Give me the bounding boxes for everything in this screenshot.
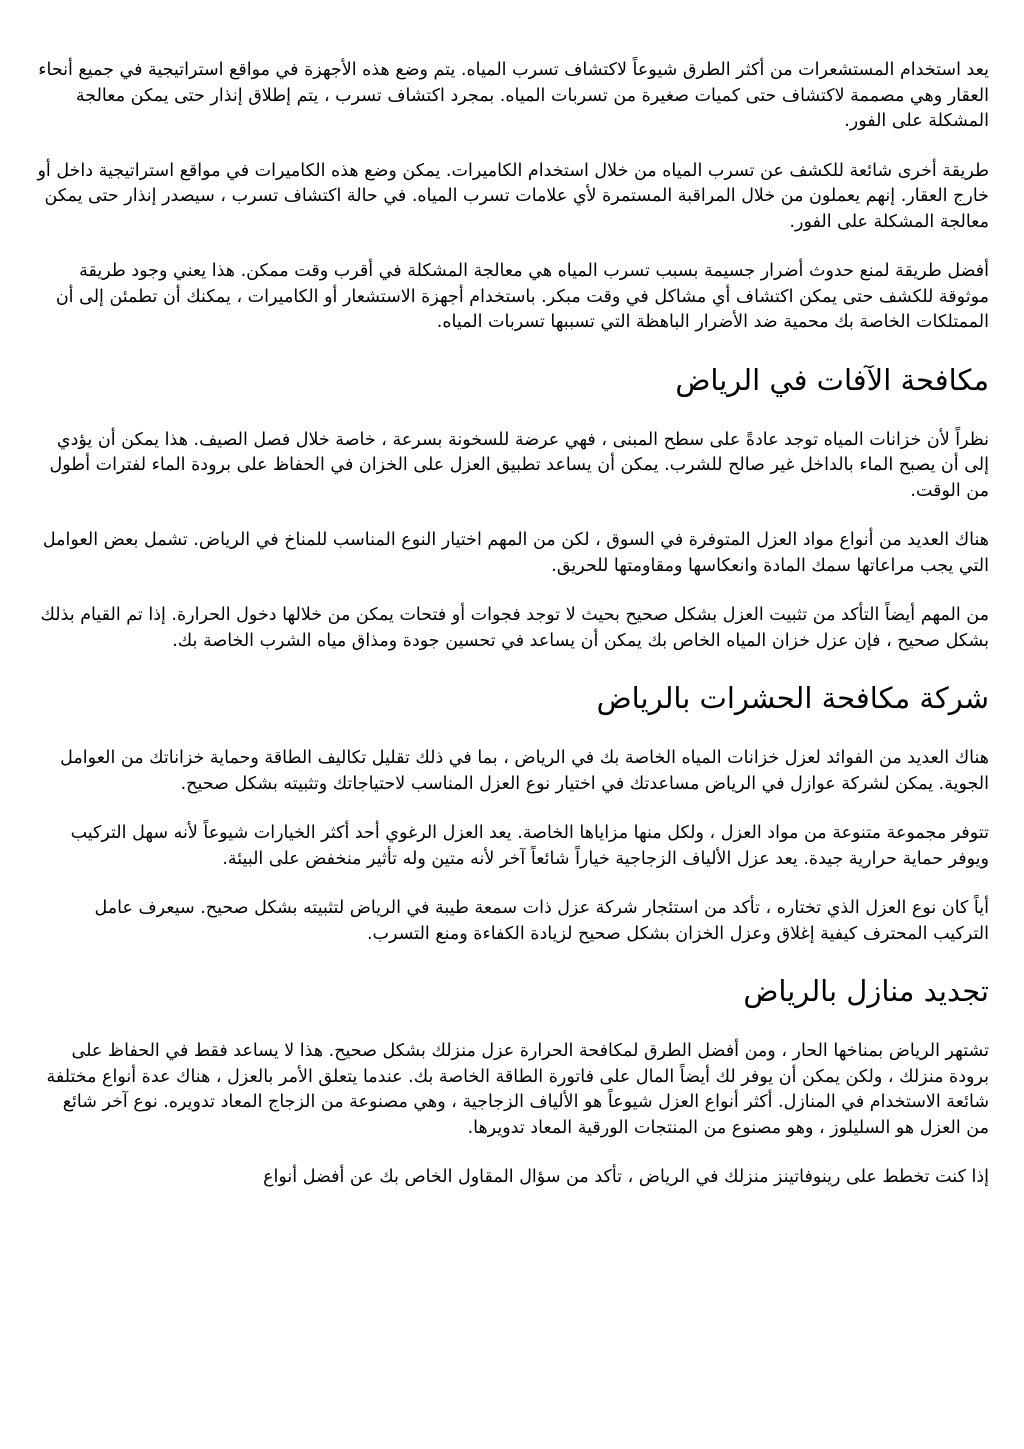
paragraph-tank-heat: نظراً لأن خزانات المياه توجد عادةً على سطح المبنى ، فهي عرضة للسخونة بسرعة ، خاصة خلال فصل الصيف. هذا يمكن أن يؤدي إلى أن يصبح الماء بالداخل غير صالح للشرب. يمكن أن يساعد تطبيق العزل على الخزان في الحفاظ على برودة الماء لفترات أطول من الوقت. (49, 429, 989, 501)
paragraph-insulation-types: تتوفر مجموعة متنوعة من مواد العزل ، ولكل منها مزاياها الخاصة. يعد العزل الرغوي أحد أكثر الخيارات شيوعاً لأنه سهل التركيب ويوفر حماية حرارية جيدة. يعد عزل الألياف الزجاجية خياراً شائعاً آخر لأنه متين وله تأثير منخفض على البيئة. (70, 823, 989, 869)
paragraph-leak-sensors: يعد استخدام المستشعرات من أكثر الطرق شيوعاً لاكتشاف تسرب المياه. يتم وضع هذه الأجهزة في مواقع استراتيجية في جميع أنحاء العقار وهي مصممة لاكتشاف حتى كميات صغيرة من تسربات المياه. بمجرد اكتشاف تسرب ، يتم إطلاق إنذار حتى يمكن معالجة المشكلة على الفور. (38, 60, 989, 131)
paragraph-insulation-materials: هناك العديد من أنواع مواد العزل المتوفرة في السوق ، لكن من المهم اختيار النوع المناسب للمناخ في الرياض. تشمل بعض العوامل التي يجب مراعاتها سمك المادة وانعكاسها ومقاومتها للحريق. (42, 530, 989, 576)
paragraph-leak-prevention: أفضل طريقة لمنع حدوث أضرار جسيمة بسبب تسرب المياه هي معالجة المشكلة في أقرب وقت ممكن. هذا يعني وجود طريقة موثوقة للكشف حتى يمكن اكتشاف أي مشاكل في وقت مبكر. باستخدام أجهزة الاستشعار أو الكاميرات ، يمكنك أن تطمئن إلى أن الممتلكات الخاصة بك محمية ضد الأضرار الباهظة التي تسببها تسربات المياه. (55, 261, 989, 332)
heading-home-renovation-riyadh: تجديد منازل بالرياض (743, 974, 989, 1008)
paragraph-renovation-advice: إذا كنت تخطط على رينوفاتينز منزلك في الرياض ، تأكد من سؤال المقاول الخاص بك عن أفضل أنواع (263, 1167, 989, 1187)
paragraph-home-insulation: تشتهر الرياض بمناخها الحار ، ومن أفضل الطرق لمكافحة الحرارة عزل منزلك بشكل صحيح. هذا لا يساعد فقط في الحفاظ على برودة منزلك ، ولكن يمكن أن يوفر لك أيضاً المال على فاتورة الطاقة الخاصة بك. عندما يتعلق الأمر بالعزل ، هناك عدة أنواع مختلفة شائعة الاستخدام في المنازل. أكثر أنواع العزل شيوعاً هو الألياف الزجاجية ، وهي مصنوعة من الزجاج المعاد تدويره. نوع آخر شائع من العزل هو السليلوز ، وهو مصنوع من المنتجات الورقية المعاد تدويرها. (46, 1041, 989, 1138)
paragraph-leak-cameras: طريقة أخرى شائعة للكشف عن تسرب المياه من خلال استخدام الكاميرات. يمكن وضع هذه الكاميرات في مواقع استراتيجية داخل أو خارج العقار. إنهم يعملون من خلال المراقبة المستمرة لأي علامات تسرب المياه. في حالة اكتشاف تسرب ، سيصدر إنذار حتى يمكن معالجة المشكلة على الفور. (37, 160, 989, 232)
heading-insect-company-riyadh: شركة مكافحة الحشرات بالرياض (596, 681, 989, 715)
paragraph-proper-installation: من المهم أيضاً التأكد من تثبيت العزل بشكل صحيح بحيث لا توجد فجوات أو فتحات يمكن من خلالها دخول الحرارة. إذا تم القيام بذلك بشكل صحيح ، فإن عزل خزان المياه الخاص بك يمكن أن يساعد في تحسين جودة ومذاق مياه الشرب الخاصة بك. (40, 605, 989, 651)
paragraph-insulation-benefits: هناك العديد من الفوائد لعزل خزانات المياه الخاصة بك في الرياض ، بما في ذلك تقليل تكاليف الطاقة وحماية خزاناتك من العوامل الجوية. يمكن لشركة عوازل في الرياض مساعدتك في اختيار نوع العزل المناسب لاحتياجاتك وتثبيته بشكل صحيح. (60, 748, 989, 794)
paragraph-hire-company: أياً كان نوع العزل الذي تختاره ، تأكد من استئجار شركة عزل ذات سمعة طيبة في الرياض لتثبيته بشكل صحيح. سيعرف عامل التركيب المحترف كيفية إغلاق وعزل الخزان بشكل صحيح لزيادة الكفاءة ومنع التسرب. (94, 898, 989, 944)
heading-pest-control-riyadh: مكافحة الآفات في الرياض (675, 362, 989, 397)
